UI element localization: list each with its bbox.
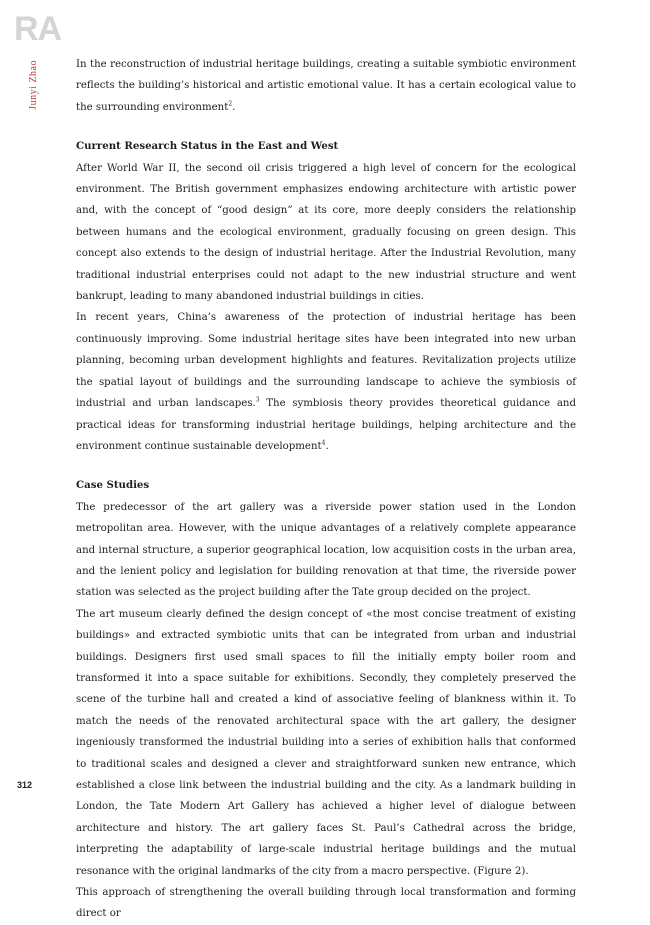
section-gap (76, 118, 576, 136)
research-paragraph-2 (76, 307, 576, 457)
section-heading-research: Current Research Status in the East and West (76, 140, 339, 153)
author-name: Junyi Zhao (28, 60, 39, 110)
case-paragraph-3: This approach of strengthening the overall building through local transformation and forming direct or (76, 887, 576, 920)
case-paragraph-1: The predecessor of the art gallery was a riverside power station used in the London metropolitan area. However, with the unique advantages of a relatively complete appearance and internal structure, a superior geographical location, low acquisition costs in the urban area, and the lenient policy and legislation for building renovation at that time, the riverside power station was selected as the project building after the Tate group decided on the project. (76, 501, 576, 599)
article-body (76, 54, 576, 925)
intro-end: . (232, 101, 236, 113)
research-end: . (325, 440, 329, 452)
footnote-ref[interactable]: 4 (321, 439, 326, 447)
research-paragraph-1: After World War II, the second oil crisis triggered a high level of concern for the ecological environment. The British government emphasizes endowing architecture with artistic power and, with the concept of “good design” at its core, more deeply considers the relationship between humans and the ecological environment, gradually focusing on green design. This concept also extends to the design of industrial heritage. After the Industrial Revolution, many traditional industrial enterprises could not adapt to the new industrial structure and went bankrupt, leading to many abandoned industrial buildings in cities. (76, 162, 576, 303)
page-number: 312 (17, 780, 33, 790)
research-text-b: The symbiosis theory provides theoretical guidance and practical ideas for transforming industrial heritage buildings, helping architecture and the environment continue sustainable development (76, 398, 576, 452)
footnote-ref[interactable]: 2 (228, 100, 233, 108)
intro-text: In the reconstruction of industrial heritage buildings, creating a suitable symbiotic environment reflects the building’s historical and artistic emotional value. It has a certain ecological value to the surrounding environment (76, 59, 576, 113)
journal-logo: RA (14, 10, 62, 48)
section-gap (76, 457, 576, 475)
section-heading-case-studies: Case Studies (76, 479, 150, 492)
research-text-a: In recent years, China’s awareness of the protection of industrial heritage has been continuously improving. Some industrial heritage sites have been integrated into new urban planning, becoming urban development highlights and features. Revitalization projects utilize the spatial layout of buildings and the surrounding landscape to achieve the symbiosis of industrial and urban landscapes. (76, 312, 576, 410)
footnote-ref[interactable]: 3 (255, 396, 260, 404)
intro-paragraph (76, 54, 576, 118)
case-paragraph-2: The art museum clearly defined the design concept of «the most concise treatment of existing buildings» and extracted symbiotic units that can be integrated from urban and industrial buildings. Designers first used small spaces to fill the initially empty boiler room and transformed it into a space suitable for exhibitions. Secondly, they completely preserved the scene of the turbine hall and created a kind of associative feeling of blankness within it. To match the needs of the renovated architectural space with the art gallery, the designer ingeniously transformed the industrial building into a series of exhibition halls that conformed to traditional scales and designed a clever and straightforward sunken new entrance, which established a close link between the industrial building and the city. As a landmark building in London, the Tate Modern Art Gallery has achieved a higher level of dialogue between architecture and history. The art gallery faces St. Paul’s Cathedral across the bridge, interpreting the adaptability of large-scale industrial heritage buildings and the mutual resonance with the original landmarks of the city from a macro perspective. (Figure 2). (76, 608, 576, 877)
